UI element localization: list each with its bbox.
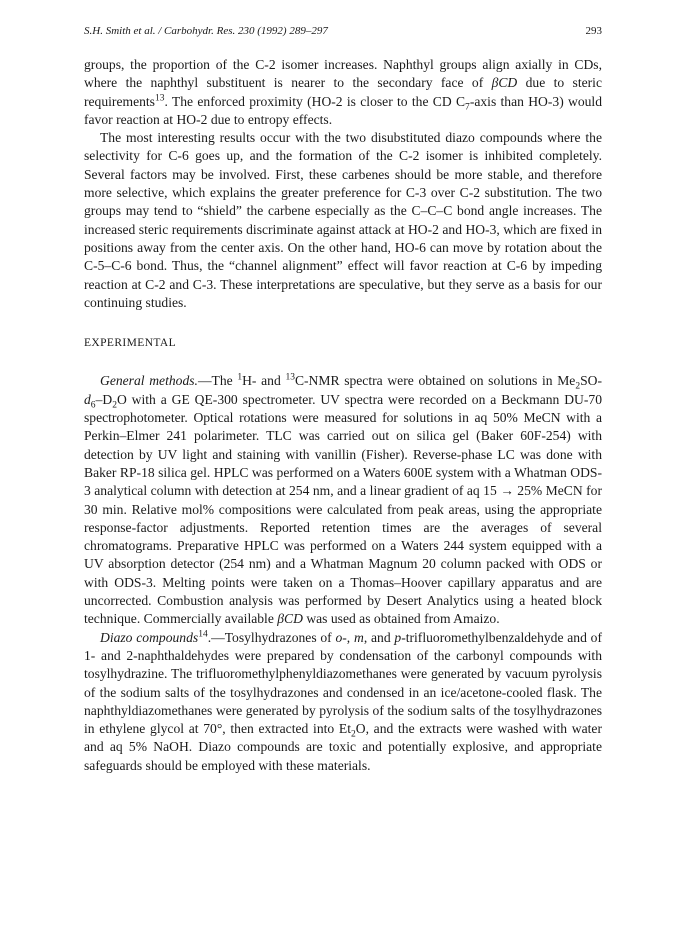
article-body — [84, 56, 602, 775]
journal-page — [84, 22, 602, 775]
discussion-paragraph-2: The most interesting results occur with the two disubstituted diazo compounds where the selectivity for C-6 goes up, and the formation of the C-2 isomer is inhibited completely. Several factors may be involved. First, these carbenes should be more stable, and therefore more selective, which explains the greater preference for C-3 over C-2 substitution. The two groups may tend to “shield” the carbene especially as the C–C–C bond angle increases. The increased steric requirements discriminate against attack at HO-2 and HO-3, which are fixed in positions away from the center axis. On the other hand, HO-6 can move by rotation about the C-5–C-6 bond. Thus, the “channel alignment” effect will favor reaction at C-6 by impeding reaction at C-2 and C-3. These interpretations are speculative, but they serve as a basis for our continuing studies. — [84, 130, 602, 310]
running-head-citation: S.H. Smith et al. / Carbohydr. Res. 230 (1992) 289–297 — [84, 25, 328, 37]
page-number: 293 — [585, 25, 602, 37]
diazo-compounds-run-in: Diazo compounds — [100, 629, 199, 645]
general-methods-paragraph: General methods.—The $^1$H- and $^{13}$C-NMR spectra were obtained on solutions in $Me_2SO-d_6-D_2O$ with a GE QE-300 spectrometer. UV spectra were recorded on a Beckmann DU-70 spectrophotometer. Optical rotations were measured for solutions in aq 50% MeCN with a Perkin–Elmer 241 polarimeter. TLC was carried out on silica gel (Baker 60F-254) with detection by UV light and staining with vanillin (Fisher). Reverse-phase LC was done with Baker RP-18 silica gel. HPLC was performed on a Waters 600E system with a Whatman ODS-3 analytical column with detection at 254 nm, and a linear gradient of aq 15 → 25% MeCN for 30 min. Relative mol% compositions were calculated from peak areas, using the appropriate response-factor adjustments. Reported retention times are the averages of several chromatograms. Preparative HPLC was performed on a Waters 244 system equipped with a UV absorption detector (254 nm) and a Whatman Magnum 20 column packed with ODS or with ODS-3. Melting points were taken on a Thomas–Hoover capillary apparatus and are uncorrected. Combustion analysis was performed by Desert Analytics using a heated block technique. Commercially available βCD was used as obtained from Amaizo. — [84, 372, 602, 627]
general-methods-run-in: General methods. — [100, 373, 198, 389]
reference-13: 13 — [154, 93, 165, 104]
diazo-compounds-paragraph: Diazo compounds$^{14}$.—Tosylhydrazones of o-, m, and p-trifluoromethylbenzaldehyde and of 1- and 2-naphthaldehydes were prepared by condensation of the carbonyl compounds with tosylhydrazine. The trifluoromethylphenyldiazomethanes were generated by vacuum pyrolysis of the sodium salts of the tosylhydrazones and condensed in an ice/acetone-cooled flask. The naphthyldiazomethanes were generated by pyrolysis of the sodium salts of the tosylhydrazones in ethylene glycol at 70°, then extracted into $Et_2O$, and the extracts were washed with water and aq 5% NaOH. Diazo compounds are toxic and potentially explosive, and appropriate safeguards should be employed with these materials. — [84, 629, 602, 773]
running-head — [84, 22, 602, 40]
section-heading-experimental: EXPERIMENTAL — [84, 337, 177, 350]
reference-14: 14 — [198, 629, 208, 640]
discussion-paragraph-1: groups, the proportion of the C-2 isomer increases. Naphthyl groups align axially in CDs, where the naphthyl substituent is nearer to the secondary face of βCD due to steric requirements$^{13}$. The enforced proximity (HO-2 is closer to the CD $C_7$-axis than HO-3) would favor reaction at HO-2 due to entropy effects. — [84, 57, 602, 127]
